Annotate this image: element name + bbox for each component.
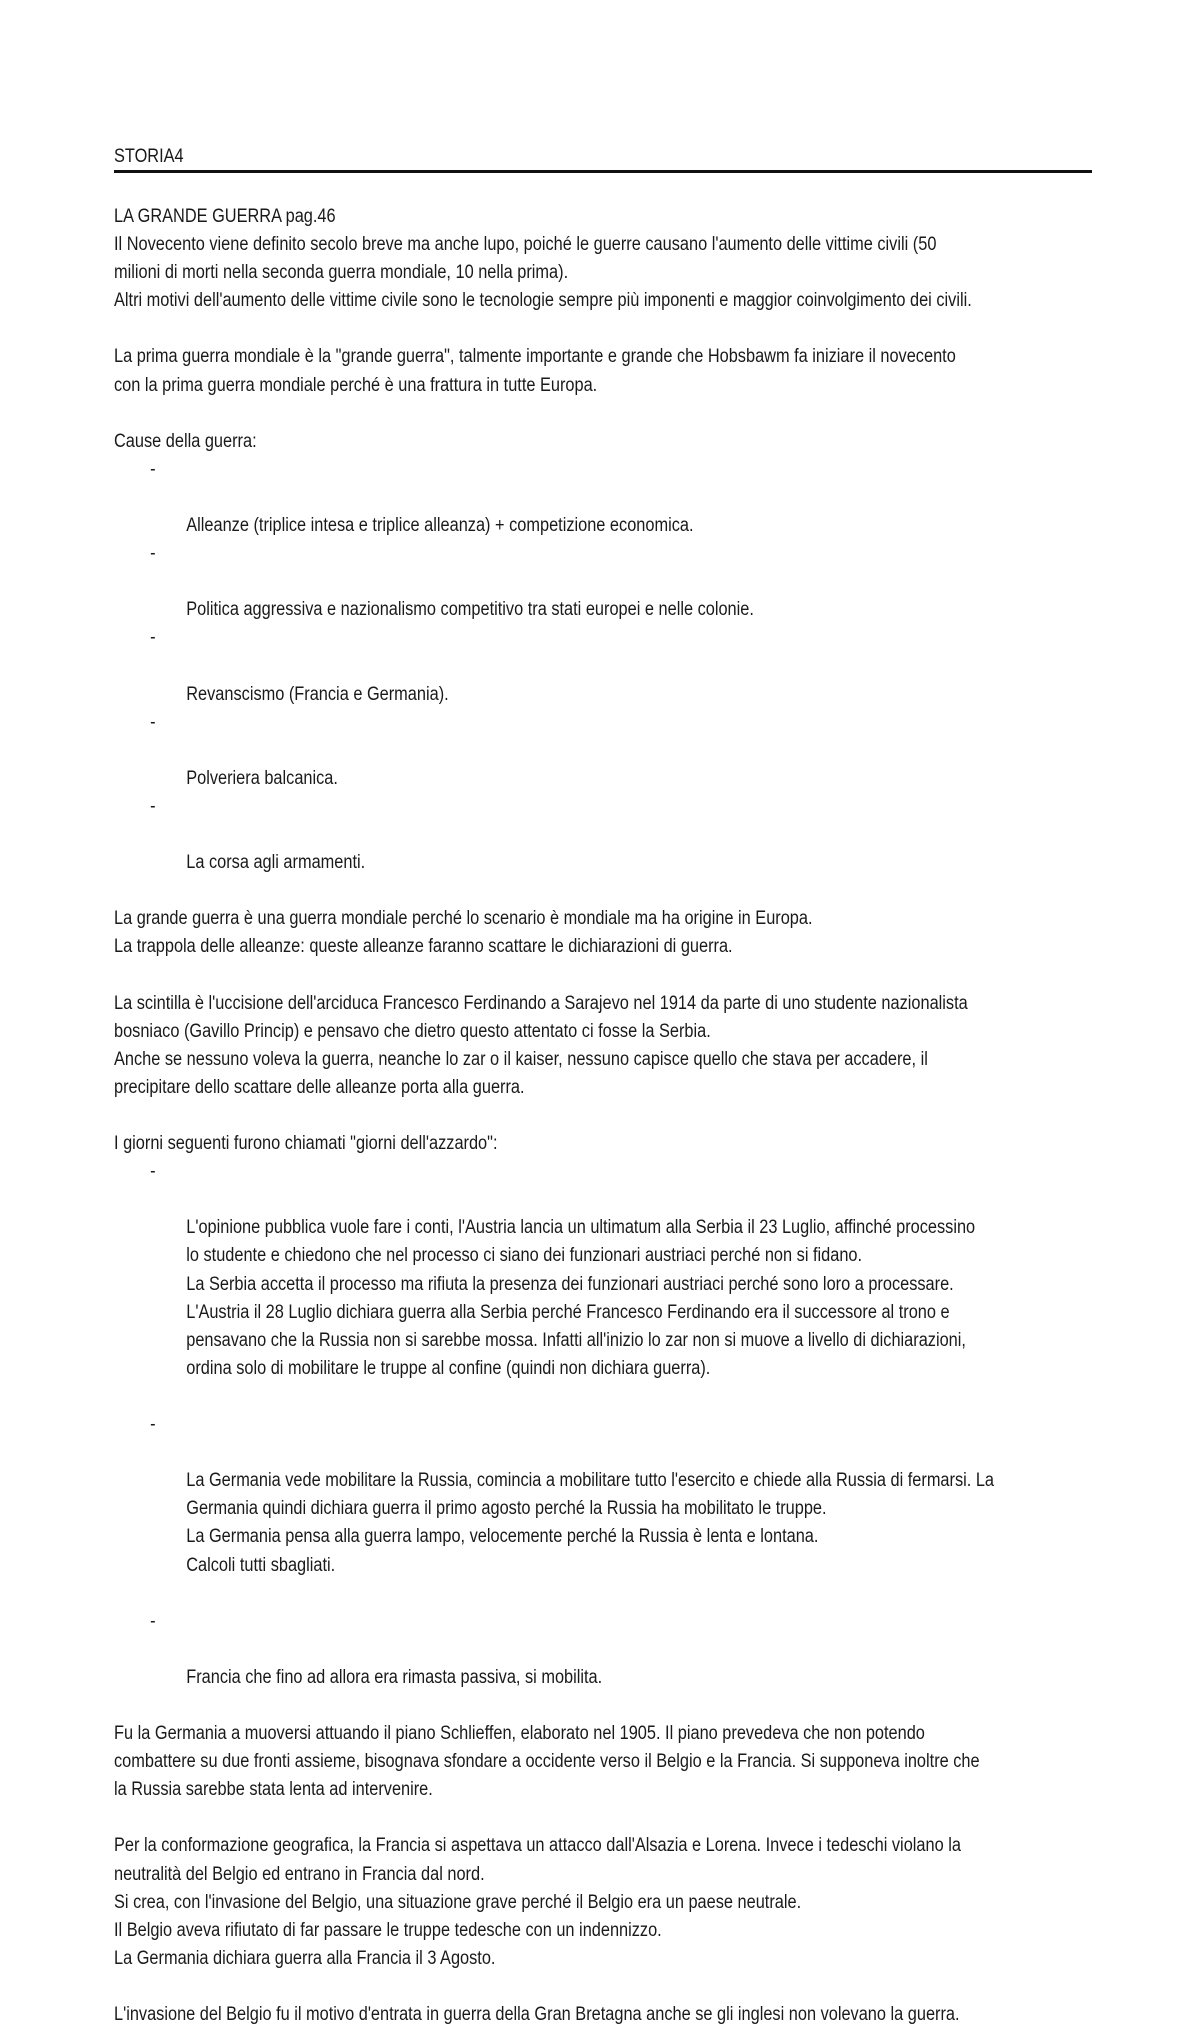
document-body <box>114 203 1086 2029</box>
spacer <box>114 877 1086 905</box>
trappola-paragraph: La trappola delle alleanze: queste alleanze faranno scattare le dichiarazioni di guerra. <box>114 936 733 958</box>
bullet-dash: - <box>150 543 156 565</box>
mondiale-paragraph: La grande guerra è una guerra mondiale perché lo scenario è mondiale ma ha origine in Europa. <box>114 908 813 930</box>
spacer <box>114 1102 1086 1130</box>
list-item-text: La corsa agli armamenti. <box>186 852 366 874</box>
list-item <box>114 1411 1086 1580</box>
list-item <box>114 624 1086 708</box>
spacer <box>114 400 1086 428</box>
list-item <box>114 540 1086 624</box>
list-item-text: Politica aggressiva e nazionalismo competitivo tra stati europei e nelle colonie. <box>186 599 754 621</box>
spacer <box>114 315 1086 343</box>
giorni-list <box>114 1158 1086 1692</box>
scintilla-paragraph: La scintilla è l'uccisione dell'arciduca Francesco Ferdinando a Sarajevo nel 1914 da parte di uno studente nazionalista bosniaco (Gavillo Princip) e pensavo che dietro questo attentato ci fosse la Serbia. <box>114 992 968 1042</box>
section-heading: LA GRANDE GUERRA pag.46 <box>114 206 336 227</box>
causes-list <box>114 456 1086 877</box>
bullet-dash: - <box>150 1414 156 1436</box>
spacer <box>114 1804 1086 1832</box>
intro-paragraph-2: Altri motivi dell'aumento delle vittime civile sono le tecnologie sempre più imponenti e maggior coinvolgimento dei civili. <box>114 290 972 312</box>
bullet-dash: - <box>150 711 156 733</box>
bullet-dash: - <box>150 627 156 649</box>
list-item-text: Alleanze (triplice intesa e triplice alleanza) + competizione economica. <box>186 515 694 537</box>
bullet-dash: - <box>150 795 156 817</box>
list-item <box>114 709 1086 793</box>
spacer <box>114 1580 1086 1608</box>
causes-title: Cause della guerra: <box>114 430 257 452</box>
bullet-dash: - <box>150 1610 156 1632</box>
list-item <box>114 456 1086 540</box>
header-rule <box>114 170 1092 173</box>
spacer <box>114 1973 1086 2001</box>
list-item-text: Revanscismo (Francia e Germania). <box>186 683 449 705</box>
list-item <box>114 1158 1086 1383</box>
list-item <box>114 1608 1086 1692</box>
belgio-paragraph-4: La Germania dichiara guerra alla Francia il 3 Agosto. <box>114 1947 496 1969</box>
giorni-title: I giorni seguenti furono chiamati "giorni dell'azzardo": <box>114 1133 498 1155</box>
belgio-paragraph-3: Il Belgio aveva rifiutato di far passare le truppe tedesche con un indennizzo. <box>114 1919 662 1941</box>
page-header-title: STORIA4 <box>114 146 184 167</box>
nessuno-paragraph: Anche se nessuno voleva la guerra, neanche lo zar o il kaiser, nessuno capisce quello che stava per accadere, il precipitare dello scattare delle alleanze porta alla guerra. <box>114 1048 928 1098</box>
list-item-text: L'opinione pubblica vuole fare i conti, l'Austria lancia un ultimatum alla Serbia il 23 Luglio, affinché processino lo studente e chiedono che nel processo ci siano dei funzionari austriaci perché non si fidano. La Serbia accetta il processo ma rifiuta la presenza dei funzionari austriaci perché sono loro a processare. L'Austria il 28 Luglio dichiara guerra alla Serbia perché Francesco Ferdinando era il successore al trono e pensavano che la Russia non si sarebbe mossa. Infatti all'inizio lo zar non si muove a livello di dichiarazioni, ordina solo di mobilitare le truppe al confine (quindi non dichiara guerra). <box>186 1217 976 1379</box>
spacer <box>114 962 1086 990</box>
spacer <box>114 1692 1086 1720</box>
schlieffen-paragraph: Fu la Germania a muoversi attuando il piano Schlieffen, elaborato nel 1905. Il piano prevedeva che non potendo combattere su due fronti assieme, bisognava sfondare a occidente verso il Belgio e la Francia. Si supponeva inoltre che la Russia sarebbe stata lenta ad intervenire. <box>114 1723 980 1801</box>
list-item-text: La Germania vede mobilitare la Russia, comincia a mobilitare tutto l'esercito e chiede alla Russia di fermarsi. La Germania quindi dichiara guerra il primo agosto perché la Russia ha mobilitato le truppe. La Germania pensa alla guerra lampo, velocemente perché la Russia è lenta e lontana. Calcoli tutti sbagliati. <box>186 1470 995 1576</box>
belgio-paragraph: Per la conformazione geografica, la Francia si aspettava un attacco dall'Alsazia e Lorena. Invece i tedeschi violano la neutralità del Belgio ed entrano in Francia dal nord. <box>114 1835 961 1885</box>
intro-paragraph: Il Novecento viene definito secolo breve ma anche lupo, poiché le guerre causano l'aumento delle vittime civili (50 milioni di morti nella seconda guerra mondiale, 10 nella prima). <box>114 234 937 284</box>
bullet-dash: - <box>150 458 156 480</box>
spacer <box>114 1383 1086 1411</box>
inghilterra-paragraph: L'invasione del Belgio fu il motivo d'entrata in guerra della Gran Bretagna anche se gli inglesi non volevano la guerra. <box>114 2004 960 2025</box>
list-item-text: Francia che fino ad allora era rimasta passiva, si mobilita. <box>186 1666 603 1688</box>
bullet-dash: - <box>150 1161 156 1183</box>
list-item-text: Polveriera balcanica. <box>186 767 338 789</box>
list-item <box>114 793 1086 877</box>
grande-guerra-paragraph: La prima guerra mondiale è la "grande guerra", talmente importante e grande che Hobsbawm fa iniziare il novecento con la prima guerra mondiale perché è una frattura in tutte Europa. <box>114 346 956 396</box>
belgio-paragraph-2: Si crea, con l'invasione del Belgio, una situazione grave perché il Belgio era un paese neutrale. <box>114 1891 802 1913</box>
